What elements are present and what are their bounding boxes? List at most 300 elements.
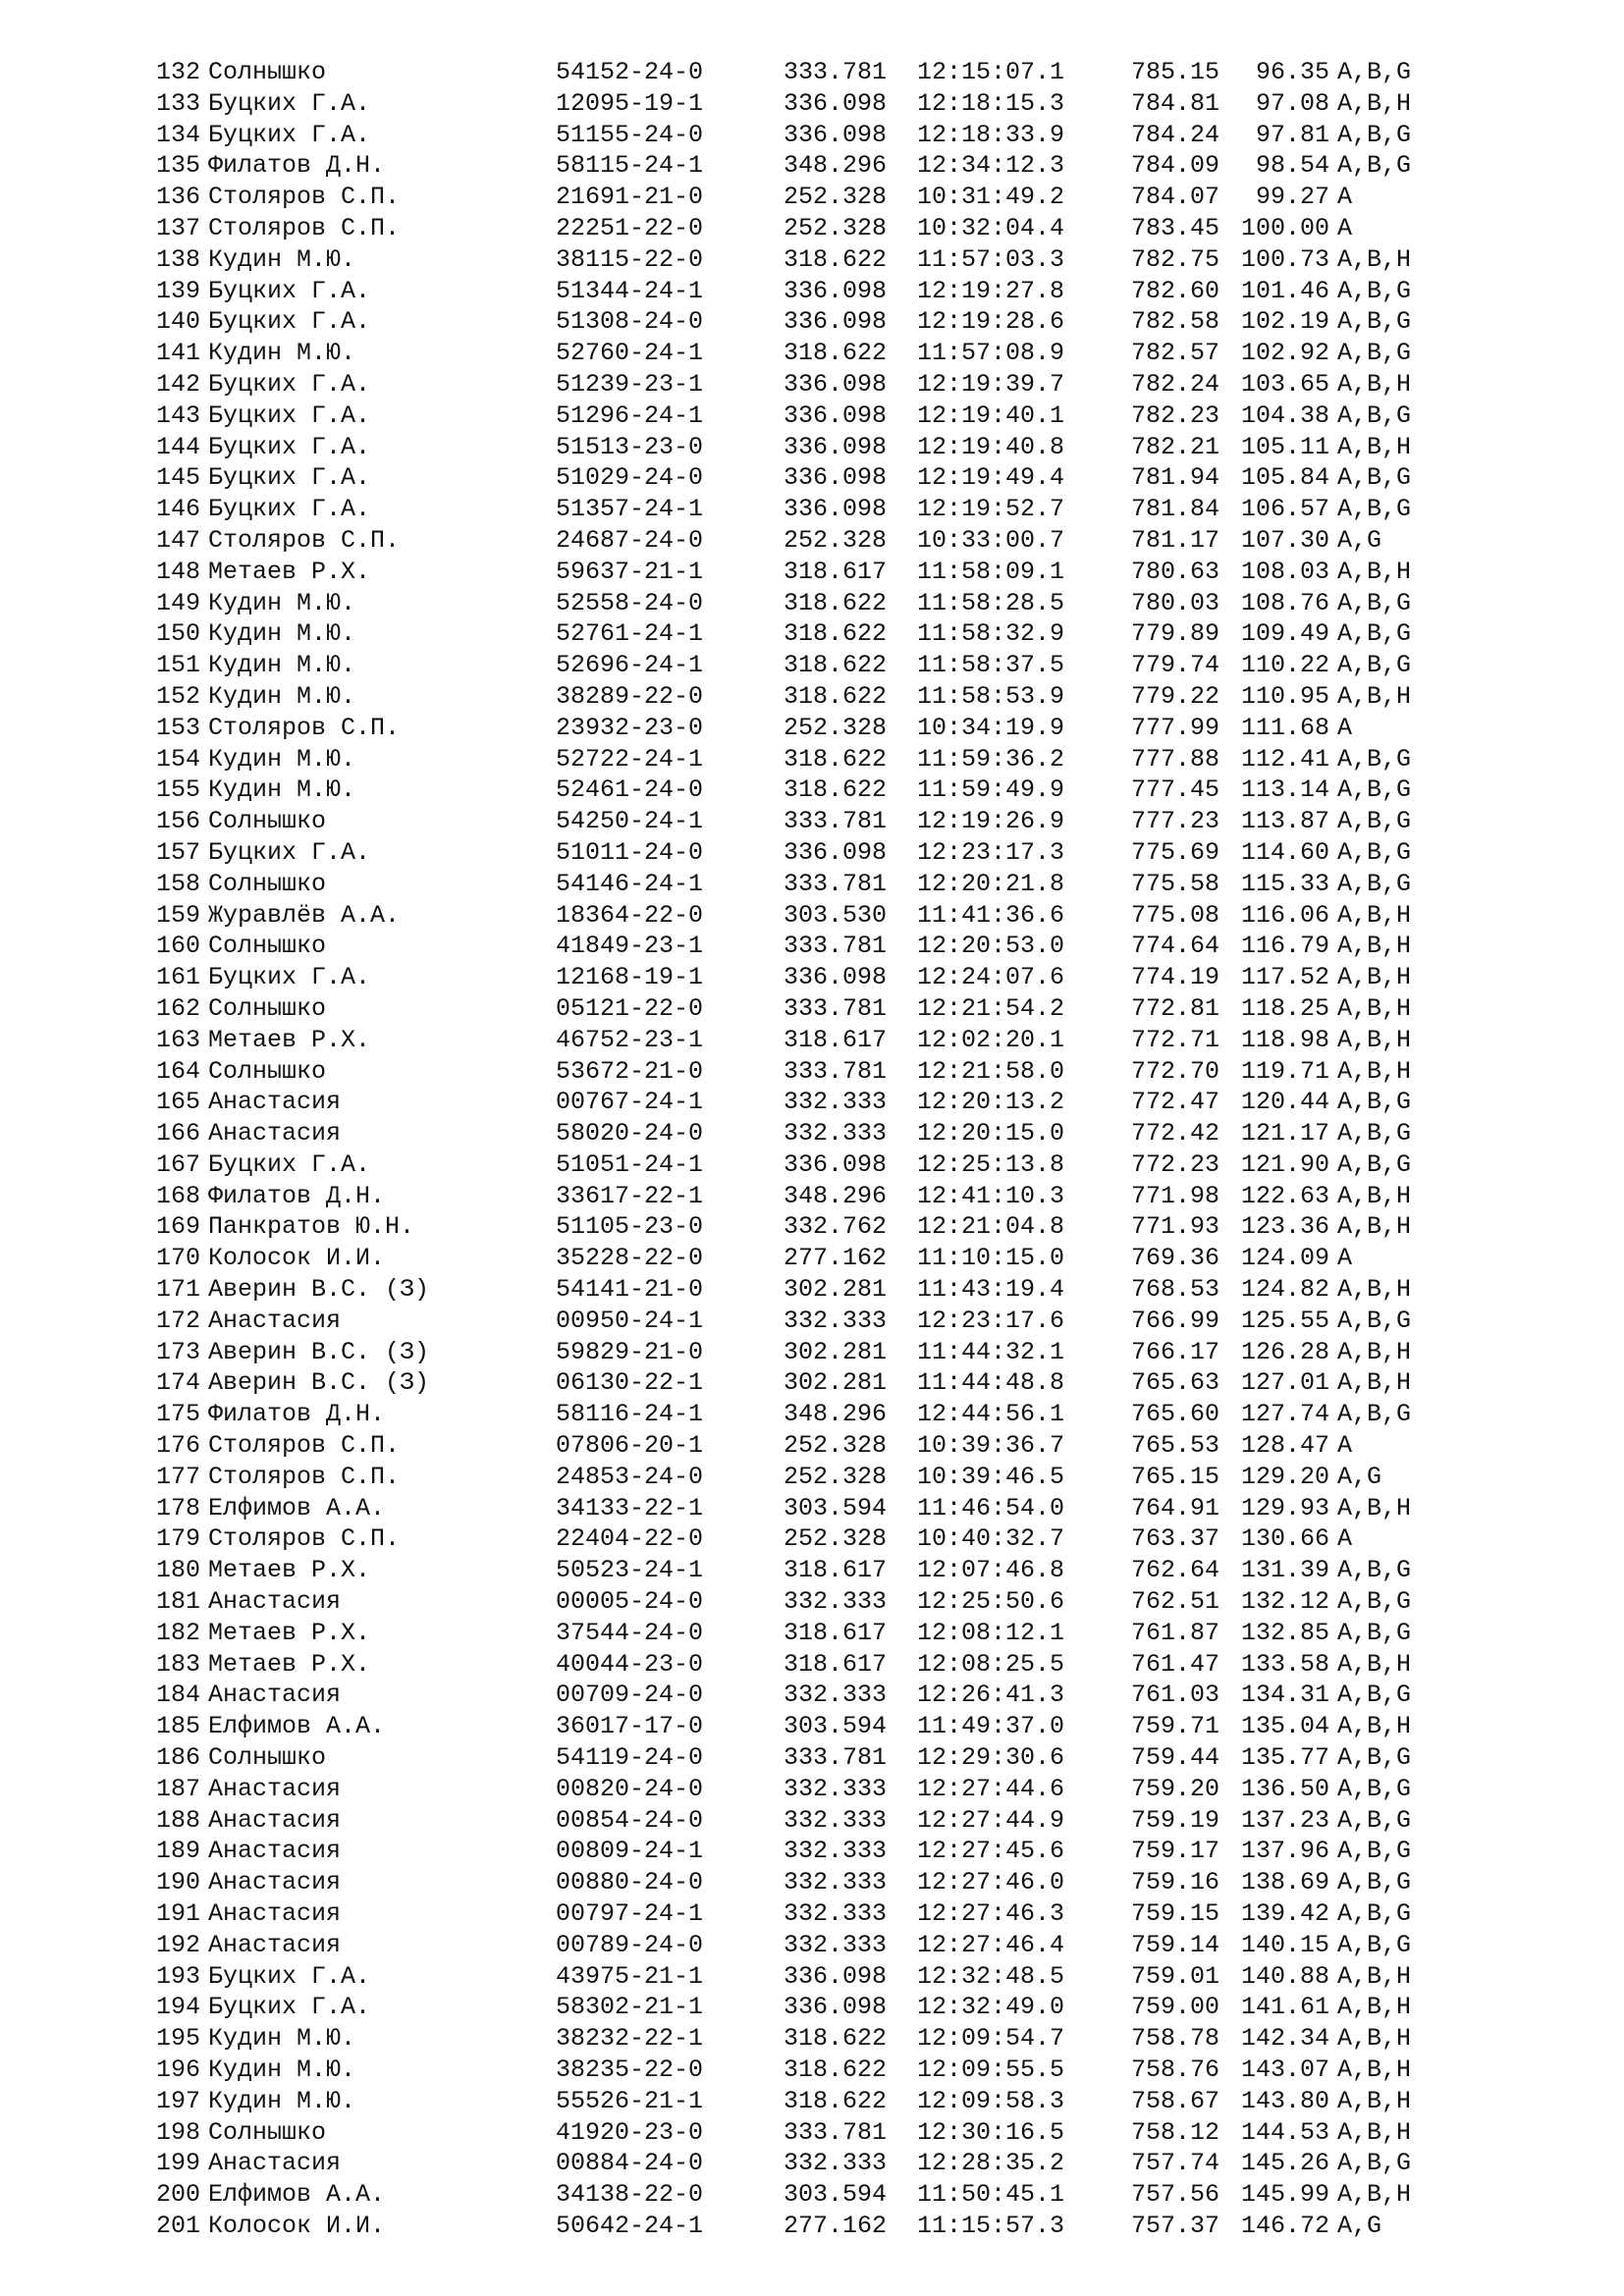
- fancier-name: Буцких Г.А.: [208, 369, 371, 399]
- coefficient: A,B,G: [1337, 120, 1412, 149]
- speed: 785.15: [1131, 58, 1220, 86]
- distance: 318.622: [784, 2056, 888, 2084]
- ring-number: 05121-22-0: [556, 993, 704, 1023]
- distance: 318.617: [784, 1025, 888, 1054]
- table-row: [141, 306, 1516, 338]
- points: 105.11: [1241, 432, 1330, 461]
- ring-number: 51105-23-0: [556, 1212, 704, 1242]
- ring-number: 54152-24-0: [556, 58, 704, 86]
- speed: 774.19: [1131, 963, 1220, 992]
- arrival-time: 12:19:26.9: [917, 807, 1065, 836]
- points: 96.35: [1255, 58, 1329, 86]
- place-number: 180: [155, 1556, 200, 1585]
- points: 135.04: [1241, 1712, 1330, 1741]
- table-row: [141, 1618, 1516, 1649]
- fancier-name: Столяров С.П.: [208, 525, 401, 555]
- fancier-name: Анастасия: [208, 1306, 342, 1335]
- speed: 781.94: [1131, 463, 1220, 493]
- speed: 772.70: [1131, 1056, 1220, 1086]
- table-row: [141, 338, 1516, 369]
- results-table: [141, 57, 1516, 2242]
- fancier-name: Анастасия: [208, 1899, 342, 1929]
- table-row: [141, 1805, 1516, 1837]
- speed: 762.64: [1131, 1556, 1220, 1585]
- points: 140.88: [1241, 1961, 1330, 1991]
- fancier-name: Буцких Г.А.: [208, 88, 371, 118]
- place-number: 156: [155, 807, 200, 836]
- distance: 332.333: [784, 2149, 888, 2178]
- ring-number: 21691-21-0: [556, 183, 704, 212]
- place-number: 186: [155, 1743, 200, 1773]
- arrival-time: 12:23:17.3: [917, 837, 1065, 867]
- distance: 318.622: [784, 651, 888, 680]
- speed: 784.07: [1131, 183, 1220, 212]
- arrival-time: 11:59:49.9: [917, 775, 1065, 805]
- speed: 766.17: [1131, 1337, 1220, 1366]
- place-number: 139: [155, 276, 200, 305]
- ring-number: 38289-22-0: [556, 681, 704, 711]
- fancier-name: Солнышко: [208, 807, 327, 836]
- place-number: 157: [155, 837, 200, 867]
- distance: 277.162: [784, 1244, 888, 1273]
- distance: 336.098: [784, 1993, 888, 2022]
- speed: 759.16: [1131, 1868, 1220, 1897]
- table-row: [141, 2086, 1516, 2117]
- place-number: 185: [155, 1712, 200, 1741]
- distance: 318.622: [784, 2024, 888, 2054]
- coefficient: A,B,H: [1337, 993, 1412, 1023]
- distance: 336.098: [784, 463, 888, 493]
- place-number: 178: [155, 1493, 200, 1522]
- table-row: [141, 432, 1516, 463]
- points: 131.39: [1241, 1556, 1330, 1585]
- points: 122.63: [1241, 1181, 1330, 1210]
- place-number: 154: [155, 744, 200, 774]
- fancier-name: Метаев Р.Х.: [208, 1025, 371, 1054]
- table-row: [141, 1961, 1516, 1993]
- arrival-time: 10:33:00.7: [917, 525, 1065, 555]
- speed: 761.87: [1131, 1618, 1220, 1647]
- coefficient: A,B,H: [1337, 1649, 1412, 1679]
- arrival-time: 12:19:27.8: [917, 276, 1065, 305]
- ring-number: 06130-22-1: [556, 1368, 704, 1398]
- distance: 336.098: [784, 120, 888, 149]
- speed: 779.89: [1131, 619, 1220, 649]
- speed: 782.57: [1131, 339, 1220, 368]
- speed: 780.03: [1131, 588, 1220, 617]
- fancier-name: Кудин М.Ю.: [208, 2086, 356, 2115]
- coefficient: A: [1337, 1244, 1353, 1273]
- table-row: [141, 774, 1516, 806]
- ring-number: 54250-24-1: [556, 807, 704, 836]
- coefficient: A,B,H: [1337, 88, 1412, 118]
- place-number: 184: [155, 1681, 200, 1710]
- ring-number: 52760-24-1: [556, 339, 704, 368]
- fancier-name: Буцких Г.А.: [208, 400, 371, 430]
- speed: 765.53: [1131, 1431, 1220, 1461]
- place-number: 141: [155, 339, 200, 368]
- ring-number: 58115-24-1: [556, 151, 704, 181]
- points: 123.36: [1241, 1212, 1330, 1242]
- fancier-name: Столяров С.П.: [208, 1462, 401, 1491]
- place-number: 197: [155, 2086, 200, 2115]
- distance: 303.594: [784, 1493, 888, 1522]
- coefficient: A,G: [1337, 2211, 1382, 2240]
- table-row: [141, 1337, 1516, 1368]
- points: 143.07: [1241, 2056, 1330, 2084]
- points: 121.90: [1241, 1149, 1330, 1179]
- fancier-name: Анастасия: [208, 1088, 342, 1117]
- coefficient: A,B,H: [1337, 1993, 1412, 2022]
- points: 137.96: [1241, 1837, 1330, 1866]
- distance: 318.622: [784, 619, 888, 649]
- coefficient: A,B,H: [1337, 681, 1412, 711]
- fancier-name: Кудин М.Ю.: [208, 339, 356, 368]
- table-row: [141, 1274, 1516, 1306]
- speed: 774.64: [1131, 932, 1220, 961]
- distance: 336.098: [784, 369, 888, 399]
- distance: 332.333: [784, 1774, 888, 1803]
- points: 124.09: [1241, 1244, 1330, 1273]
- ring-number: 59829-21-0: [556, 1337, 704, 1366]
- speed: 777.45: [1131, 775, 1220, 805]
- speed: 772.23: [1131, 1149, 1220, 1179]
- table-row: [141, 2148, 1516, 2179]
- distance: 332.762: [784, 1212, 888, 1242]
- ring-number: 00854-24-0: [556, 1805, 704, 1835]
- ring-number: 50523-24-1: [556, 1556, 704, 1585]
- distance: 332.333: [784, 1805, 888, 1835]
- fancier-name: Столяров С.П.: [208, 183, 401, 212]
- distance: 302.281: [784, 1275, 888, 1305]
- table-row: [141, 57, 1516, 88]
- speed: 780.63: [1131, 557, 1220, 586]
- points: 132.12: [1241, 1587, 1330, 1617]
- speed: 782.58: [1131, 307, 1220, 337]
- arrival-time: 12:09:58.3: [917, 2086, 1065, 2115]
- speed: 782.23: [1131, 400, 1220, 430]
- table-row: [141, 1211, 1516, 1243]
- ring-number: 54146-24-1: [556, 869, 704, 898]
- table-row: [141, 1555, 1516, 1586]
- speed: 765.60: [1131, 1400, 1220, 1429]
- coefficient: A,B,G: [1337, 58, 1412, 86]
- table-row: [141, 650, 1516, 681]
- coefficient: A,B,H: [1337, 1493, 1412, 1522]
- ring-number: 24687-24-0: [556, 525, 704, 555]
- place-number: 187: [155, 1774, 200, 1803]
- coefficient: A,B,H: [1337, 2024, 1412, 2054]
- table-row: [141, 1898, 1516, 1930]
- arrival-time: 10:32:04.4: [917, 213, 1065, 242]
- table-row: [141, 806, 1516, 837]
- ring-number: 00005-24-0: [556, 1587, 704, 1617]
- ring-number: 38232-22-1: [556, 2024, 704, 2054]
- fancier-name: Анастасия: [208, 1774, 342, 1803]
- distance: 336.098: [784, 837, 888, 867]
- fancier-name: Столяров С.П.: [208, 713, 401, 742]
- arrival-time: 11:44:32.1: [917, 1337, 1065, 1366]
- fancier-name: Метаев Р.Х.: [208, 1556, 371, 1585]
- points: 137.23: [1241, 1805, 1330, 1835]
- place-number: 150: [155, 619, 200, 649]
- table-row: [141, 1649, 1516, 1681]
- ring-number: 54141-21-0: [556, 1275, 704, 1305]
- place-number: 163: [155, 1025, 200, 1054]
- coefficient: A,G: [1337, 1462, 1382, 1491]
- coefficient: A,B,G: [1337, 588, 1412, 617]
- ring-number: 55526-21-1: [556, 2086, 704, 2115]
- arrival-time: 12:27:45.6: [917, 1837, 1065, 1866]
- coefficient: A,B,G: [1337, 1681, 1412, 1710]
- table-row: [141, 1430, 1516, 1462]
- arrival-time: 11:41:36.6: [917, 900, 1065, 930]
- distance: 303.530: [784, 900, 888, 930]
- place-number: 145: [155, 463, 200, 493]
- table-row: [141, 2211, 1516, 2242]
- coefficient: A,B,G: [1337, 151, 1412, 181]
- ring-number: 51308-24-0: [556, 307, 704, 337]
- speed: 759.71: [1131, 1712, 1220, 1741]
- ring-number: 52461-24-0: [556, 775, 704, 805]
- table-row: [141, 1930, 1516, 1961]
- table-row: [141, 588, 1516, 619]
- coefficient: A,B,G: [1337, 463, 1412, 493]
- points: 105.84: [1241, 463, 1330, 493]
- place-number: 140: [155, 307, 200, 337]
- speed: 782.75: [1131, 244, 1220, 274]
- table-row: [141, 369, 1516, 400]
- points: 106.57: [1241, 495, 1330, 524]
- coefficient: A,B,H: [1337, 1181, 1412, 1210]
- arrival-time: 11:43:19.4: [917, 1275, 1065, 1305]
- points: 116.06: [1241, 900, 1330, 930]
- speed: 762.51: [1131, 1587, 1220, 1617]
- arrival-time: 12:29:30.6: [917, 1743, 1065, 1773]
- fancier-name: Солнышко: [208, 993, 327, 1023]
- ring-number: 33617-22-1: [556, 1181, 704, 1210]
- points: 110.95: [1241, 681, 1330, 711]
- fancier-name: Кудин М.Ю.: [208, 775, 356, 805]
- ring-number: 00884-24-0: [556, 2149, 704, 2178]
- place-number: 159: [155, 900, 200, 930]
- table-row: [141, 400, 1516, 432]
- distance: 336.098: [784, 432, 888, 461]
- table-row: [141, 1087, 1516, 1118]
- arrival-time: 12:19:39.7: [917, 369, 1065, 399]
- place-number: 142: [155, 369, 200, 399]
- points: 130.66: [1241, 1524, 1330, 1554]
- arrival-time: 12:27:46.4: [917, 1930, 1065, 1959]
- fancier-name: Буцких Г.А.: [208, 120, 371, 149]
- distance: 318.622: [784, 339, 888, 368]
- points: 124.82: [1241, 1275, 1330, 1305]
- fancier-name: Буцких Г.А.: [208, 463, 371, 493]
- place-number: 195: [155, 2024, 200, 2054]
- place-number: 152: [155, 681, 200, 711]
- arrival-time: 10:31:49.2: [917, 183, 1065, 212]
- arrival-time: 12:19:40.8: [917, 432, 1065, 461]
- place-number: 198: [155, 2117, 200, 2147]
- points: 128.47: [1241, 1431, 1330, 1461]
- coefficient: A,B,G: [1337, 2149, 1412, 2178]
- arrival-time: 12:44:56.1: [917, 1400, 1065, 1429]
- table-row: [141, 1867, 1516, 1898]
- place-number: 175: [155, 1400, 200, 1429]
- coefficient: A,B,H: [1337, 1368, 1412, 1398]
- ring-number: 24853-24-0: [556, 1462, 704, 1491]
- arrival-time: 12:25:50.6: [917, 1587, 1065, 1617]
- coefficient: A,B,H: [1337, 244, 1412, 274]
- coefficient: A,B,H: [1337, 432, 1412, 461]
- fancier-name: Анастасия: [208, 1805, 342, 1835]
- speed: 772.42: [1131, 1119, 1220, 1148]
- table-row: [141, 557, 1516, 588]
- ring-number: 00709-24-0: [556, 1681, 704, 1710]
- place-number: 177: [155, 1462, 200, 1491]
- speed: 758.78: [1131, 2024, 1220, 2054]
- arrival-time: 12:32:48.5: [917, 1961, 1065, 1991]
- coefficient: A,B,G: [1337, 1400, 1412, 1429]
- distance: 252.328: [784, 1431, 888, 1461]
- arrival-time: 12:27:46.3: [917, 1899, 1065, 1929]
- place-number: 151: [155, 651, 200, 680]
- speed: 763.37: [1131, 1524, 1220, 1554]
- points: 98.54: [1255, 151, 1329, 181]
- arrival-time: 12:18:15.3: [917, 88, 1065, 118]
- ring-number: 51296-24-1: [556, 400, 704, 430]
- speed: 761.47: [1131, 1649, 1220, 1679]
- fancier-name: Солнышко: [208, 1056, 327, 1086]
- table-row: [141, 2179, 1516, 2211]
- arrival-time: 12:08:12.1: [917, 1618, 1065, 1647]
- fancier-name: Кудин М.Ю.: [208, 2056, 356, 2084]
- ring-number: 40044-23-0: [556, 1649, 704, 1679]
- arrival-time: 12:18:33.9: [917, 120, 1065, 149]
- speed: 783.45: [1131, 213, 1220, 242]
- arrival-time: 11:15:57.3: [917, 2211, 1065, 2240]
- place-number: 137: [155, 213, 200, 242]
- speed: 775.58: [1131, 869, 1220, 898]
- points: 102.92: [1241, 339, 1330, 368]
- ring-number: 00950-24-1: [556, 1306, 704, 1335]
- table-row: [141, 744, 1516, 775]
- distance: 277.162: [784, 2211, 888, 2240]
- distance: 318.622: [784, 775, 888, 805]
- fancier-name: Колосок И.И.: [208, 1244, 386, 1273]
- ring-number: 00767-24-1: [556, 1088, 704, 1117]
- place-number: 169: [155, 1212, 200, 1242]
- place-number: 176: [155, 1431, 200, 1461]
- distance: 252.328: [784, 1524, 888, 1554]
- points: 143.80: [1241, 2086, 1330, 2115]
- points: 140.15: [1241, 1930, 1330, 1959]
- distance: 332.333: [784, 1306, 888, 1335]
- coefficient: A,B,G: [1337, 276, 1412, 305]
- place-number: 194: [155, 1993, 200, 2022]
- ring-number: 34133-22-1: [556, 1493, 704, 1522]
- distance: 332.333: [784, 1587, 888, 1617]
- speed: 764.91: [1131, 1493, 1220, 1522]
- fancier-name: Солнышко: [208, 932, 327, 961]
- arrival-time: 12:32:49.0: [917, 1993, 1065, 2022]
- fancier-name: Солнышко: [208, 1743, 327, 1773]
- speed: 759.19: [1131, 1805, 1220, 1835]
- table-row: [141, 1586, 1516, 1618]
- coefficient: A,B,G: [1337, 400, 1412, 430]
- coefficient: A,B,G: [1337, 775, 1412, 805]
- place-number: 136: [155, 183, 200, 212]
- table-row: [141, 2023, 1516, 2055]
- distance: 333.781: [784, 2117, 888, 2147]
- place-number: 149: [155, 588, 200, 617]
- coefficient: A,B,G: [1337, 619, 1412, 649]
- table-row: [141, 1742, 1516, 1774]
- distance: 348.296: [784, 1400, 888, 1429]
- fancier-name: Буцких Г.А.: [208, 837, 371, 867]
- coefficient: A: [1337, 183, 1353, 212]
- distance: 333.781: [784, 1056, 888, 1086]
- ring-number: 51344-24-1: [556, 276, 704, 305]
- coefficient: A,B,H: [1337, 2117, 1412, 2147]
- speed: 757.56: [1131, 2180, 1220, 2210]
- coefficient: A,B,G: [1337, 1774, 1412, 1803]
- speed: 777.88: [1131, 744, 1220, 774]
- table-row: [141, 150, 1516, 182]
- ring-number: 37544-24-0: [556, 1618, 704, 1647]
- distance: 336.098: [784, 963, 888, 992]
- points: 101.46: [1241, 276, 1330, 305]
- speed: 758.76: [1131, 2056, 1220, 2084]
- arrival-time: 12:27:46.0: [917, 1868, 1065, 1897]
- table-row: [141, 1181, 1516, 1212]
- points: 97.08: [1255, 88, 1329, 118]
- distance: 302.281: [784, 1337, 888, 1366]
- coefficient: A,B,H: [1337, 369, 1412, 399]
- speed: 768.53: [1131, 1275, 1220, 1305]
- fancier-name: Солнышко: [208, 869, 327, 898]
- points: 138.69: [1241, 1868, 1330, 1897]
- coefficient: A,B,G: [1337, 1868, 1412, 1897]
- ring-number: 52761-24-1: [556, 619, 704, 649]
- coefficient: A,B,G: [1337, 651, 1412, 680]
- arrival-time: 11:58:28.5: [917, 588, 1065, 617]
- speed: 777.23: [1131, 807, 1220, 836]
- table-row: [141, 88, 1516, 120]
- coefficient: A,B,G: [1337, 1618, 1412, 1647]
- fancier-name: Панкратов Ю.Н.: [208, 1212, 415, 1242]
- speed: 761.03: [1131, 1681, 1220, 1710]
- distance: 318.617: [784, 557, 888, 586]
- arrival-time: 12:08:25.5: [917, 1649, 1065, 1679]
- distance: 332.333: [784, 1837, 888, 1866]
- fancier-name: Буцких Г.А.: [208, 432, 371, 461]
- speed: 765.15: [1131, 1462, 1220, 1491]
- place-number: 170: [155, 1244, 200, 1273]
- ring-number: 58302-21-1: [556, 1993, 704, 2022]
- distance: 302.281: [784, 1368, 888, 1398]
- speed: 758.12: [1131, 2117, 1220, 2147]
- fancier-name: Солнышко: [208, 2117, 327, 2147]
- table-row: [141, 993, 1516, 1025]
- arrival-time: 12:30:16.5: [917, 2117, 1065, 2147]
- place-number: 193: [155, 1961, 200, 1991]
- speed: 769.36: [1131, 1244, 1220, 1273]
- coefficient: A: [1337, 1431, 1353, 1461]
- coefficient: A,G: [1337, 525, 1382, 555]
- fancier-name: Кудин М.Ю.: [208, 619, 356, 649]
- table-row: [141, 494, 1516, 525]
